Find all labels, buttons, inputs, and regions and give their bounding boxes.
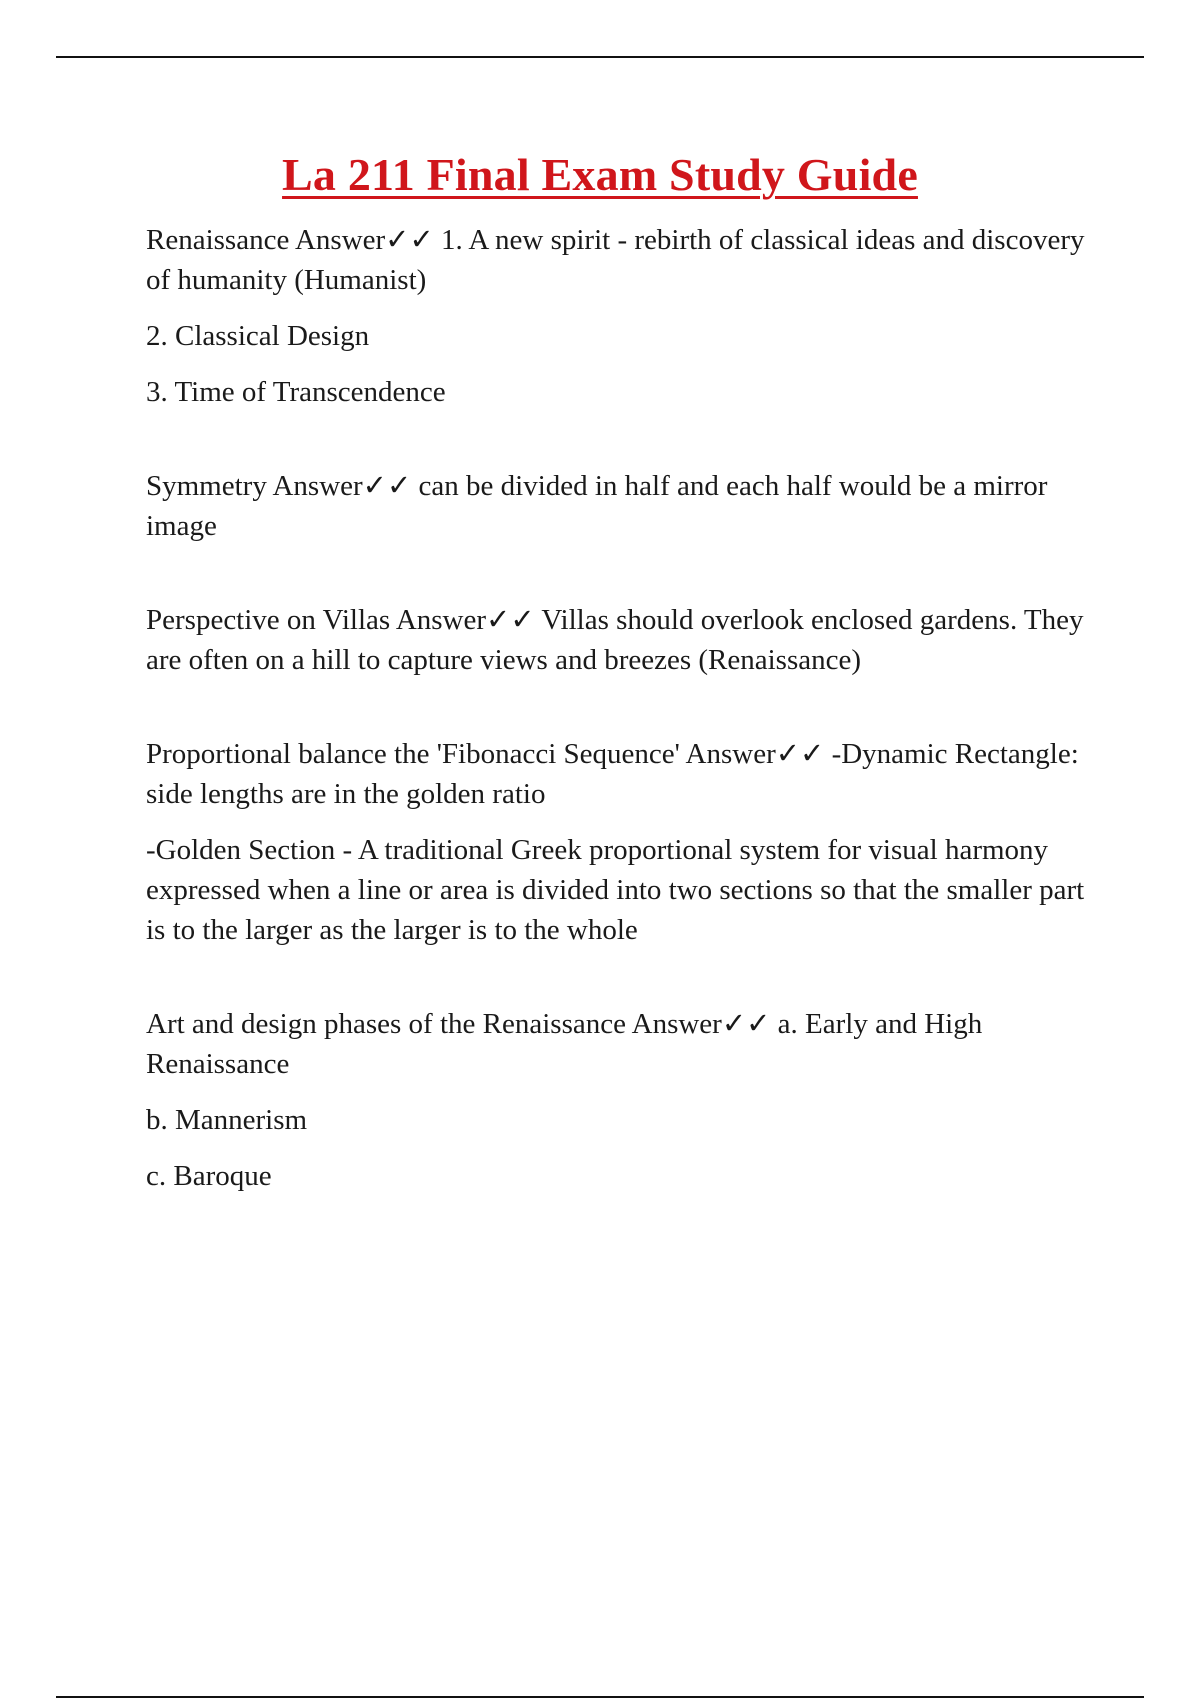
entry-symmetry (146, 466, 1096, 546)
entry-perspective-on-villas (146, 600, 1096, 680)
entry-proportional-balance (146, 734, 1096, 950)
entry-paragraph: c. Baroque (146, 1160, 272, 1192)
entry-renaissance (146, 220, 1096, 412)
entry-paragraph: Symmetry Answer✓✓ can be divided in half and each half would be a mirror image (146, 470, 1048, 542)
document-title: La 211 Final Exam Study Guide (282, 149, 918, 200)
entry-paragraph: Perspective on Villas Answer✓✓ Villas should overlook enclosed gardens. They are often on a hill to capture views and breezes (Renaissance) (146, 604, 1084, 676)
entry-paragraph: 3. Time of Transcendence (146, 376, 446, 408)
entry-art-and-design-phases (146, 1004, 1096, 1196)
bottom-divider (56, 1696, 1144, 1698)
entry-paragraph: 2. Classical Design (146, 320, 370, 352)
entry-paragraph: -Golden Section - A traditional Greek proportional system for visual harmony expressed when a line or area is divided into two sections so that the smaller part is to the larger as the larger is to the whole (146, 834, 1085, 946)
entry-paragraph: b. Mannerism (146, 1104, 308, 1136)
top-divider (56, 56, 1144, 58)
entry-paragraph: Proportional balance the 'Fibonacci Sequence' Answer✓✓ -Dynamic Rectangle: side lengths are in the golden ratio (146, 738, 1079, 810)
entry-paragraph: Art and design phases of the Renaissance Answer✓✓ a. Early and High Renaissance (146, 1008, 983, 1080)
document-body (146, 220, 1096, 1212)
entry-paragraph: Renaissance Answer✓✓ 1. A new spirit - rebirth of classical ideas and discovery of humanity (Humanist) (146, 224, 1085, 296)
